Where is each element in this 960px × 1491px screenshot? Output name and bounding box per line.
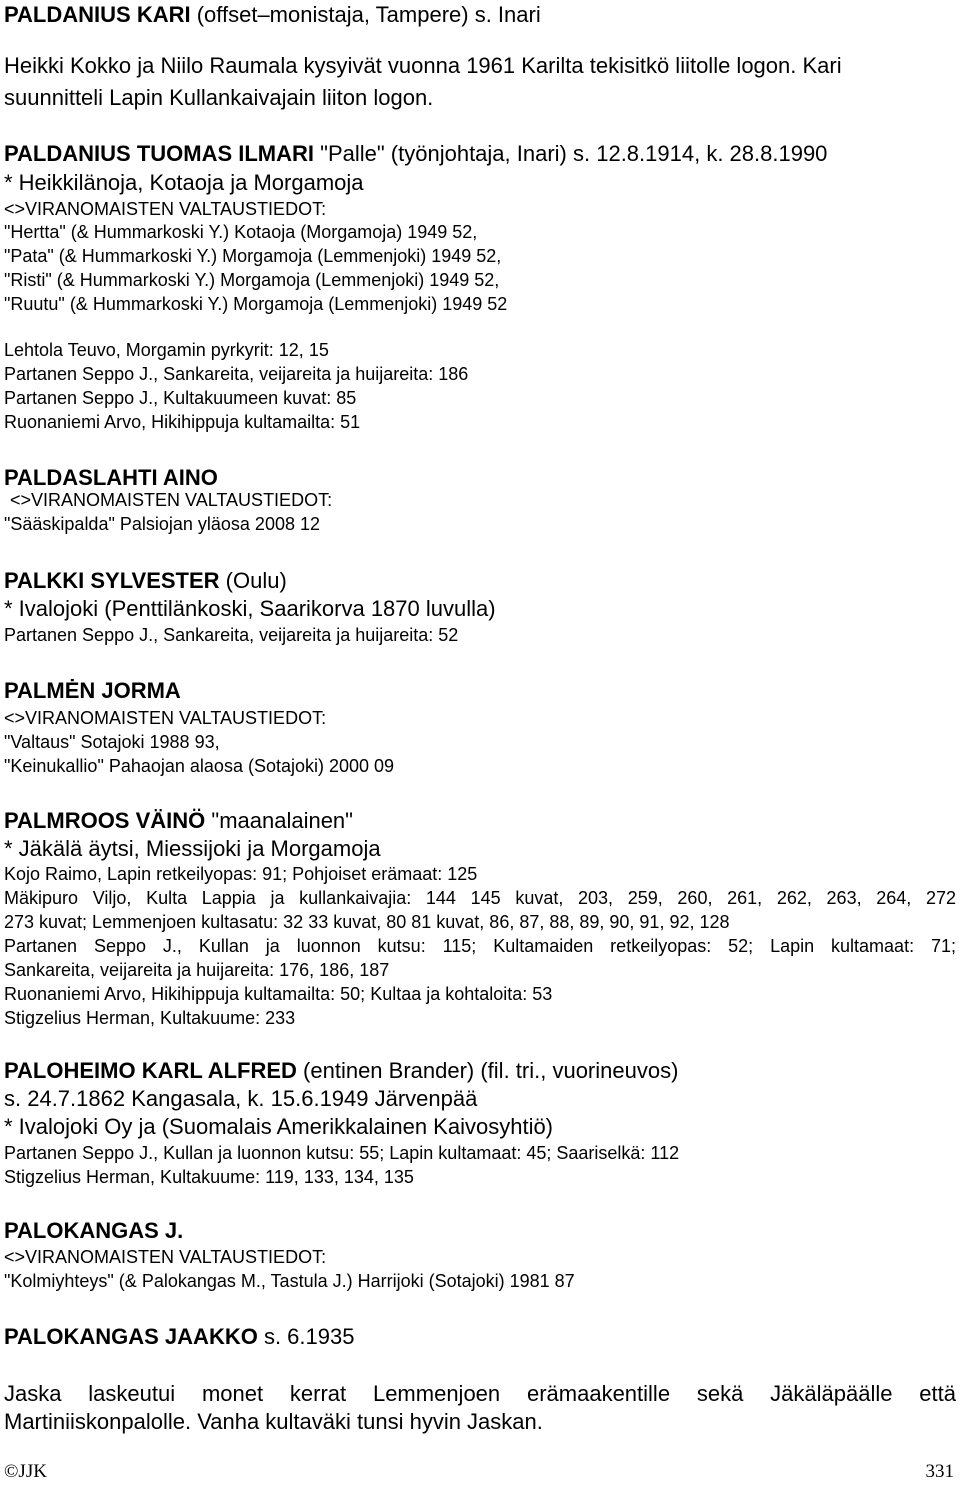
claim-line: "Pata" (& Hummarkoski Y.) Morgamoja (Lemmenjoki) 1949 52, [4, 246, 502, 266]
reference-line: Ruonaniemi Arvo, Hikihippuja kultamailta: 51 [4, 412, 361, 432]
reference-line: Kojo Raimo, Lapin retkeilyopas: 91; Pohjoiset erämaat: 125 [4, 864, 478, 884]
entry-heading: PALOHEIMO KARL ALFRED (entinen Brander) (fil. tri., vuorineuvos) [4, 1058, 679, 1083]
claim-line: "Kolmiyhteys" (& Palokangas M., Tastula J.) Harrijoki (Sotajoki) 1981 87 [4, 1271, 575, 1291]
claim-line: "Keinukallio" Pahaojan alaosa (Sotajoki) 2000 09 [4, 756, 395, 776]
claim-line: "Valtaus" Sotajoki 1988 93, [4, 732, 220, 752]
entry-heading: PALDASLAHTI AINO [4, 465, 218, 490]
reference-line: Stigzelius Herman, Kultakuume: 119, 133, 134, 135 [4, 1167, 414, 1187]
entry-heading: PALOKANGAS JAAKKO s. 6.1935 [4, 1324, 355, 1349]
reference-line: Partanen Seppo J., Kultakuumeen kuvat: 85 [4, 388, 357, 408]
reference-line: Partanen Seppo J., Sankareita, veijareita ja huijareita: 52 [4, 625, 459, 645]
entry-heading: PALDANIUS KARI (offset–monistaja, Tampere) s. Inari [4, 2, 541, 27]
claim-line: "Sääskipalda" Palsiojan yläosa 2008 12 [4, 514, 320, 534]
entry-text: Martiniiskonpalolle. Vanha kultaväki tunsi hyvin Jaskan. [4, 1409, 543, 1434]
reference-line: Lehtola Teuvo, Morgamin pyrkyrit: 12, 15 [4, 340, 329, 360]
claims-label: <>VIRANOMAISTEN VALTAUSTIEDOT: [4, 1247, 327, 1267]
reference-line: Partanen Seppo J., Kullan ja luonnon kutsu: 55; Lapin kultamaat: 45; Saariselkä: 112 [4, 1143, 680, 1163]
entry-heading: PALDANIUS TUOMAS ILMARI "Palle" (työnjohtaja, Inari) s. 12.8.1914, k. 28.8.1990 [4, 141, 828, 166]
entry-heading: PALMĖN JORMA [4, 678, 181, 703]
reference-line: 273 kuvat; Lemmenjoen kultasatu: 32 33 kuvat, 80 81 kuvat, 86, 87, 88, 89, 90, 91, 92, 128 [4, 912, 730, 932]
entry-heading-line2: s. 24.7.1862 Kangasala, k. 15.6.1949 Järvenpää [4, 1086, 478, 1111]
reference-line: Stigzelius Herman, Kultakuume: 233 [4, 1008, 296, 1028]
reference-line: Ruonaniemi Arvo, Hikihippuja kultamailta: 50; Kultaa ja kohtaloita: 53 [4, 984, 553, 1004]
reference-line: Sankareita, veijareita ja huijareita: 176, 186, 187 [4, 960, 390, 980]
entry-text: Jaska laskeutui monet kerrat Lemmenjoen erämaakentille sekä Jäkäläpäälle että [4, 1381, 956, 1406]
claims-label: <>VIRANOMAISTEN VALTAUSTIEDOT: [10, 490, 333, 510]
entry-heading: PALKKI SYLVESTER (Oulu) [4, 568, 287, 593]
entry-birth: * Jäkälä äytsi, Miessijoki ja Morgamoja [4, 836, 381, 861]
entry-heading: PALMROOS VÄINÖ "maanalainen" [4, 808, 353, 833]
footer-copyright: ©JJK [4, 1461, 47, 1482]
reference-line: Partanen Seppo J., Sankareita, veijareita ja huijareita: 186 [4, 364, 469, 384]
claim-line: "Hertta" (& Hummarkoski Y.) Kotaoja (Morgamoja) 1949 52, [4, 222, 478, 242]
claim-line: "Risti" (& Hummarkoski Y.) Morgamoja (Lemmenjoki) 1949 52, [4, 270, 500, 290]
entry-text: Heikki Kokko ja Niilo Raumala kysyivät vuonna 1961 Karilta tekisitkö liitolle logon. Kari [4, 53, 842, 78]
reference-line: Mäkipuro Viljo, Kulta Lappia ja kullankaivajia: 144 145 kuvat, 203, 259, 260, 261, 262, 263, 264, 272 [4, 888, 956, 908]
claim-line: "Ruutu" (& Hummarkoski Y.) Morgamoja (Lemmenjoki) 1949 52 [4, 294, 508, 314]
entry-birth: * Heikkilänoja, Kotaoja ja Morgamoja [4, 170, 364, 195]
entry-birth: * Ivalojoki (Penttilänkoski, Saarikorva 1870 luvulla) [4, 596, 496, 621]
entry-heading: PALOKANGAS J. [4, 1218, 184, 1243]
entry-text: suunnitteli Lapin Kullankaivajain liiton logon. [4, 85, 434, 110]
reference-line: Partanen Seppo J., Kullan ja luonnon kutsu: 115; Kultamaiden retkeilyopas: 52; Lapin kultamaat: 71; [4, 936, 956, 956]
claims-label: <>VIRANOMAISTEN VALTAUSTIEDOT: [4, 199, 327, 219]
entry-birth: * Ivalojoki Oy ja (Suomalais Amerikkalainen Kaivosyhtiö) [4, 1114, 554, 1139]
page-number: 331 [925, 1461, 954, 1482]
claims-label: <>VIRANOMAISTEN VALTAUSTIEDOT: [4, 708, 327, 728]
